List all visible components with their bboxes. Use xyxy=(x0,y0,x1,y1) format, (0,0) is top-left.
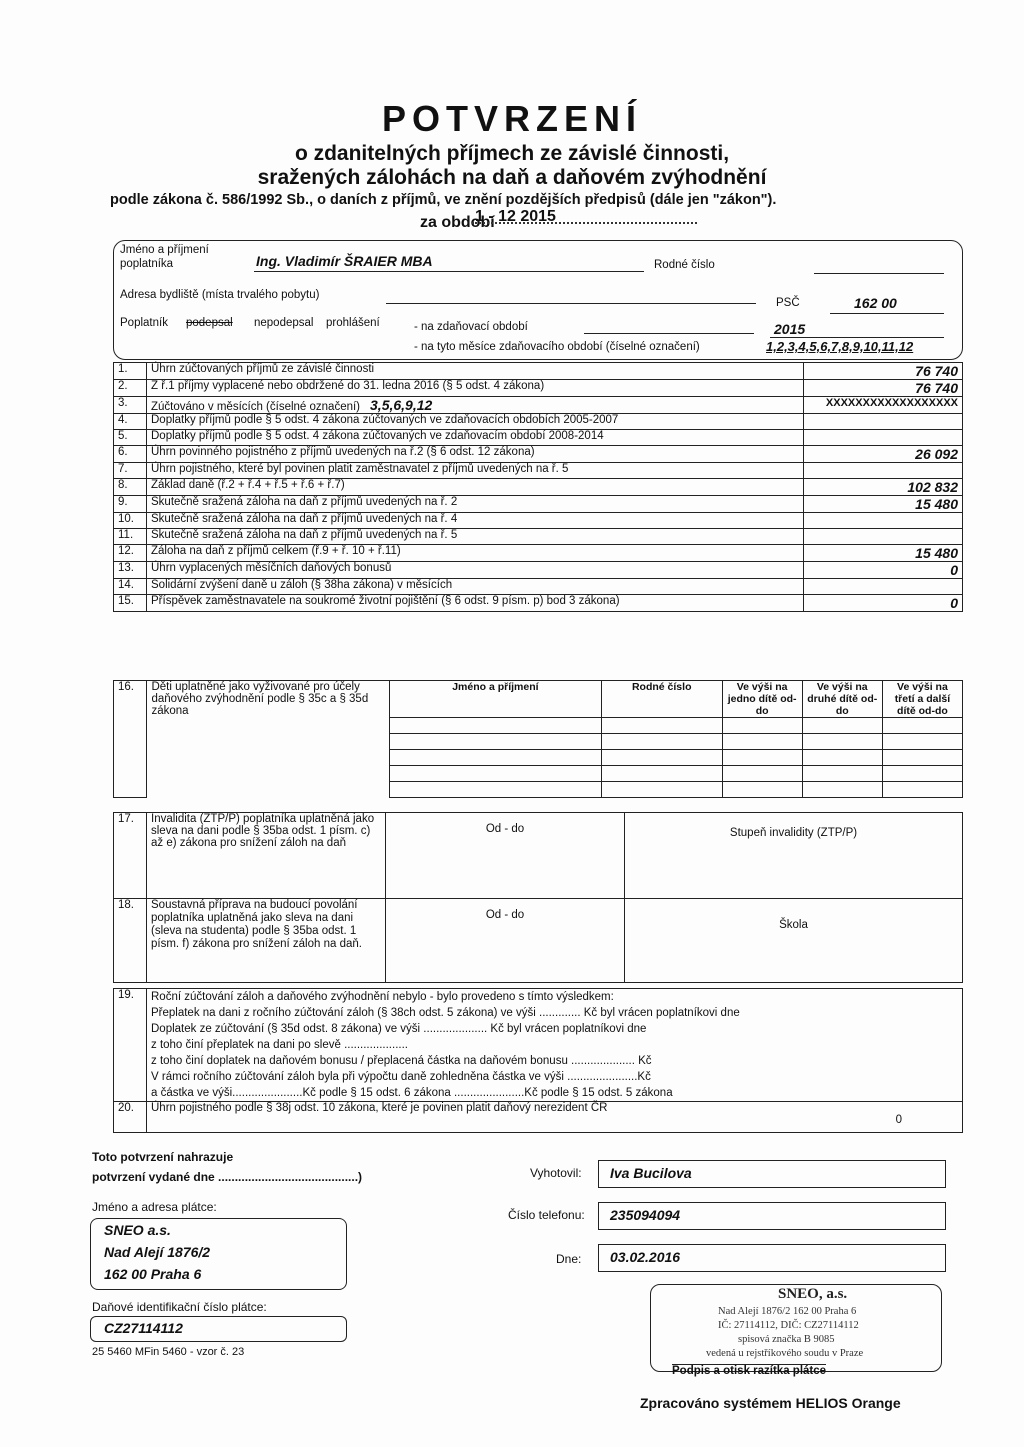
row-value xyxy=(804,579,963,595)
invalidity-label: Invalidita (ZTP/P) poplatníka uplatněná jako sleva na dani podle § 35ba odst. 1 písm. c) až e) zákona pro snížení záloh na daň xyxy=(147,813,386,899)
psc-underline xyxy=(830,313,944,314)
row-value: 26 092 xyxy=(804,446,963,463)
row-label: Doplatky příjmů podle § 5 odst. 4 zákona zúčtovaných ve zdaňovacím období 2008-2014 xyxy=(147,430,804,446)
table-row xyxy=(114,397,963,414)
row-number: 8. xyxy=(114,479,147,496)
row-label: Skutečně sražená záloha na daň z příjmů uvedených na ř. 4 xyxy=(147,513,804,529)
children-label: Děti uplatněné jako vyživované pro účely daňového zvýhodnění podle § 35c a § 35d zákona xyxy=(147,681,389,798)
months-value: 1,2,3,4,5,6,7,8,9,10,11,12 xyxy=(766,339,914,354)
months-label: - na tyto měsíce zdaňovacího období (číselné označení) xyxy=(414,341,700,353)
nonresident-value: 0 xyxy=(895,1114,902,1126)
row-label-cell xyxy=(147,397,804,414)
payer-label: Jméno a adresa plátce: xyxy=(92,1200,217,1214)
replaces-label-1: Toto potvrzení nahrazuje xyxy=(92,1150,234,1164)
document-subtitle-1: o zdanitelných příjmech ze závislé činnosti, xyxy=(294,142,730,165)
settlement-line-5: z toho činí doplatek na daňovém bonusu / přeplacená částka na daňovém bonusu .................... Kč xyxy=(151,1055,652,1067)
psc-value: 162 00 xyxy=(854,295,897,311)
row-number: 10. xyxy=(114,513,147,529)
row-value: XXXXXXXXXXXXXXXXXX xyxy=(804,397,963,414)
taxpayer-box xyxy=(113,240,963,360)
taxpayer-name-value: Ing. Vladimír ŠRAIER MBA xyxy=(256,253,433,269)
children-col-name: Jméno a příjmení xyxy=(389,681,601,718)
address-label: Adresa bydliště (místa trvalého pobytu) xyxy=(120,289,320,301)
tax-period-label: - na zdaňovací období xyxy=(414,321,528,333)
table-row xyxy=(114,463,963,479)
row-label: Úhrn zúčtovaných příjmů ze závislé činnosti xyxy=(147,363,804,380)
issued-by-label: Vyhotovil: xyxy=(530,1166,582,1180)
stamp-line-3: spisová značka B 9085 xyxy=(738,1334,835,1345)
nonresident-row xyxy=(114,1102,963,1133)
row-value xyxy=(804,513,963,529)
row-label: Příspěvek zaměstnavatele na soukromé životní pojištění (§ 6 odst. 9 písm. p) bod 3 zákona) xyxy=(147,595,804,612)
study-school: Škola xyxy=(625,899,963,983)
row-value: 15 480 xyxy=(804,545,963,562)
row-number: 15. xyxy=(114,595,147,612)
form-number: 25 5460 MFin 5460 - vzor č. 23 xyxy=(92,1346,245,1358)
row-label: Základ daně (ř.2 + ř.4 + ř.5 + ř.6 + ř.7) xyxy=(147,479,804,496)
replaces-label-2: potvrzení vydané dne ..........................................) xyxy=(92,1170,363,1184)
document-subtitle-2: sražených zálohách na daň a daňovém zvýhodnění xyxy=(257,166,767,189)
stamp-label: Podpis a otisk razítka plátce xyxy=(672,1365,827,1377)
row-value xyxy=(804,430,963,446)
row-value xyxy=(804,463,963,479)
document-title: POTVRZENÍ xyxy=(381,98,642,139)
children-table xyxy=(113,680,963,798)
payer-street: Nad Alejí 1876/2 xyxy=(104,1244,211,1260)
dic-label: Daňové identifikační číslo plátce: xyxy=(92,1300,267,1314)
children-col-birth: Rodné číslo xyxy=(601,681,722,718)
invalidity-degree: Stupeň invalidity (ZTP/P) xyxy=(625,813,963,899)
row-number: 18. xyxy=(114,899,147,983)
row-value xyxy=(804,414,963,430)
phone-label: Číslo telefonu: xyxy=(508,1208,585,1222)
declaration-label: prohlášení xyxy=(326,317,380,329)
nonresident-label: Úhrn pojistného podle § 38j odst. 10 zákona, které je povinen platit daňový nerezident ČR xyxy=(151,1102,608,1114)
row-number: 6. xyxy=(114,446,147,463)
taxpayer-name-label: Jméno a příjmení poplatníka xyxy=(120,244,209,270)
row-value: 0 xyxy=(804,562,963,579)
poplatnik-label: Poplatník xyxy=(120,317,168,329)
table-row xyxy=(114,479,963,496)
row-number: 1. xyxy=(114,363,147,380)
address-underline xyxy=(386,303,756,304)
study-period: Od - do xyxy=(386,899,625,983)
row-label: Záloha na daň z příjmů celkem (ř.9 + ř. 10 + ř.11) xyxy=(147,545,804,562)
row-label: Zúčtováno v měsících (číselné označení) xyxy=(151,401,361,413)
footer-system: Zpracováno systémem HELIOS Orange xyxy=(640,1395,901,1411)
row-number: 20. xyxy=(114,1102,147,1133)
row-number: 12. xyxy=(114,545,147,562)
invalidity-row xyxy=(114,813,963,899)
date-value: 03.02.2016 xyxy=(610,1249,681,1265)
stamp-line-1: Nad Alejí 1876/2 162 00 Praha 6 xyxy=(718,1306,857,1317)
table-row xyxy=(114,579,963,595)
settlement-line-1: Roční zúčtování záloh a daňového zvýhodnění nebylo - bylo provedeno s tímto výsledkem: xyxy=(151,991,614,1003)
children-col-second: Ve výši na druhé dítě od-do xyxy=(802,681,882,718)
stamp-line-4: vedená u rejstříkového soudu v Praze xyxy=(706,1348,864,1359)
row-number: 17. xyxy=(114,813,147,899)
row-label: Z ř.1 příjmy vyplacené nebo obdržené do 31. ledna 2016 (§ 5 odst. 4 zákona) xyxy=(147,380,804,397)
row-label: Úhrn pojistného, které byl povinen platit zaměstnavatel z příjmů uvedených na ř. 5 xyxy=(147,463,804,479)
table-row xyxy=(114,595,963,612)
row-label: Skutečně sražená záloha na daň z příjmů uvedených na ř. 5 xyxy=(147,529,804,545)
law-reference: podle zákona č. 586/1992 Sb., o daních z příjmů, ve znění pozdějších předpisů (dále jen "zákon"). xyxy=(110,192,777,208)
date-label: Dne: xyxy=(556,1252,582,1266)
birth-number-label: Rodné číslo xyxy=(654,259,715,271)
tax-period-value-underline xyxy=(770,337,944,338)
row-number: 4. xyxy=(114,414,147,430)
row-number: 11. xyxy=(114,529,147,545)
settlement-line-2: Přeplatek na dani z ročního zúčtování záloh (§ 38ch odst. 5 zákona) ve výši ............. Kč byl vrácen poplatníkovi dne xyxy=(151,1007,740,1019)
table-row xyxy=(114,446,963,463)
period-label: za období xyxy=(420,214,495,231)
settlement-line-7: a částka ve výši......................Kč podle § 15 odst. 6 zákona ......................Kč podle § 15 odst. 5 zákona xyxy=(151,1087,673,1099)
payer-city: 162 00 Praha 6 xyxy=(104,1266,202,1282)
study-row xyxy=(114,899,963,983)
row-number: 13. xyxy=(114,562,147,579)
row-value: 15 480 xyxy=(804,496,963,513)
income-table xyxy=(113,362,963,612)
months-accounted-value: 3,5,6,9,12 xyxy=(370,397,433,413)
signed-label: podepsal xyxy=(186,317,233,329)
row-label: Solidární zvýšení daně u záloh (§ 38ha zákona) v měsících xyxy=(147,579,804,595)
settlement-line-6: V rámci ročního zúčtování záloh byla při výpočtu daně zohledněna částka ve výši ......................Kč xyxy=(151,1071,651,1083)
children-header-row xyxy=(114,681,963,718)
row-label: Úhrn povinného pojistného z příjmů uvedených na ř.2 (§ 6 odst. 12 zákona) xyxy=(147,446,804,463)
row-label: Skutečně sražená záloha na daň z příjmů uvedených na ř. 2 xyxy=(147,496,804,513)
study-label: Soustavná příprava na budoucí povolání poplatníka uplatněná jako sleva na dani (sleva na studenta) podle § 35ba odst. 1 písm. f) zákona pro snížení záloh na daň. xyxy=(147,899,386,983)
name-underline xyxy=(254,271,644,272)
table-row xyxy=(114,363,963,380)
stamp-company: SNEO, a.s. xyxy=(778,1286,848,1302)
tax-period-value: 2015 xyxy=(774,321,806,337)
children-col-first: Ve výši na jedno dítě od-do xyxy=(722,681,802,718)
row-value: 76 740 xyxy=(804,380,963,397)
table-row xyxy=(114,529,963,545)
birth-number-underline xyxy=(814,273,944,274)
settlement-line-4: z toho činí přeplatek na dani po slevě .................... xyxy=(151,1039,408,1051)
row-number: 5. xyxy=(114,430,147,446)
tax-period-underline xyxy=(584,333,754,334)
row-number: 19. xyxy=(114,989,147,1102)
annual-settlement-table xyxy=(113,988,963,1133)
table-row xyxy=(114,562,963,579)
row-number: 7. xyxy=(114,463,147,479)
invalidity-study-table xyxy=(113,812,963,983)
table-row xyxy=(114,380,963,397)
invalidity-period: Od - do xyxy=(386,813,625,899)
period-value: 1 - 12 2015 xyxy=(475,208,556,225)
row-number: 16. xyxy=(114,681,147,798)
settlement-line-3: Doplatek ze zúčtování (§ 35d odst. 8 zákona) ve výši .................... Kč byl vrácen poplatníkovi dne xyxy=(151,1023,647,1035)
children-col-third: Ve výši na třetí a další dítě od-do xyxy=(882,681,962,718)
row-value xyxy=(804,529,963,545)
row-number: 2. xyxy=(114,380,147,397)
phone-value: 235094094 xyxy=(610,1207,681,1223)
row-number: 3. xyxy=(114,397,147,414)
stamp-line-2: IČ: 27114112, DIČ: CZ27114112 xyxy=(718,1320,859,1331)
dic-value: CZ27114112 xyxy=(104,1320,183,1336)
unsigned-label: nepodepsal xyxy=(254,317,314,329)
table-row xyxy=(114,545,963,562)
payer-name: SNEO a.s. xyxy=(104,1222,171,1238)
row-value: 0 xyxy=(804,595,963,612)
annual-settlement-row xyxy=(114,989,963,1102)
row-value: 102 832 xyxy=(804,479,963,496)
row-label: Úhrn vyplacených měsíčních daňových bonusů xyxy=(147,562,804,579)
table-row xyxy=(114,513,963,529)
row-value: 76 740 xyxy=(804,363,963,380)
issued-by-value: Iva Bucilova xyxy=(610,1165,692,1181)
table-row xyxy=(114,496,963,513)
row-number: 14. xyxy=(114,579,147,595)
row-number: 9. xyxy=(114,496,147,513)
row-label: Doplatky příjmů podle § 5 odst. 4 zákona zúčtovaných ve zdaňovacích obdobích 2005-2007 xyxy=(147,414,804,430)
psc-label: PSČ xyxy=(776,297,800,309)
table-row xyxy=(114,430,963,446)
table-row xyxy=(114,414,963,430)
